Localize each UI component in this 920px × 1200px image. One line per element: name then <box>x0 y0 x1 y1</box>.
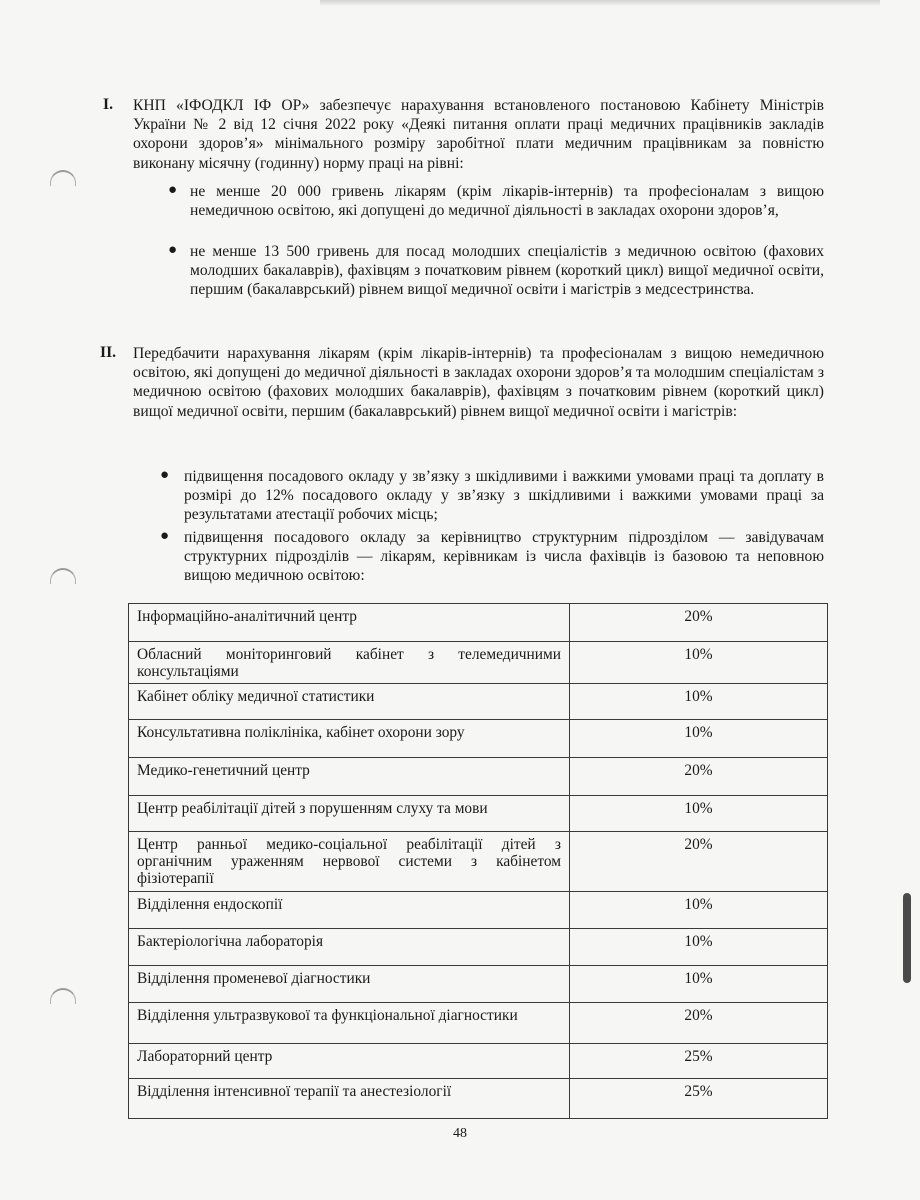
department-percent: 20% <box>570 832 828 892</box>
department-name: Кабінет обліку медичної статистики <box>129 684 570 720</box>
department-percent: 25% <box>570 1079 828 1119</box>
department-name: Обласний моніторинговий кабінет з телемедичними консультаціями <box>129 642 570 684</box>
department-percent: 25% <box>570 1044 828 1079</box>
department-name: Центр ранньої медико-соціальної реабілітації дітей з органічним ураженням нервової системи з кабінетом фізіотерапії <box>129 832 570 892</box>
department-percent: 10% <box>570 720 828 758</box>
table-row <box>129 892 828 929</box>
bullet-icon: ● <box>168 182 178 198</box>
department-name: Відділення інтенсивної терапії та анестезіології <box>129 1079 570 1119</box>
section-1-text: КНП «ІФОДКЛ ІФ ОР» забезпечує нарахування встановленого постановою Кабінету Міністрів України № 2 від 12 січня 2022 року «Деякі питання оплати праці медичних працівників закладів охорони здоров’я» мінімального розміру заробітної плати медичним працівникам за повністю виконану місячну (годинну) норму праці на рівні: <box>133 97 824 172</box>
scrollbar-thumb[interactable] <box>903 893 911 983</box>
department-percent: 20% <box>570 758 828 796</box>
department-name: Консультативна поліклініка, кабінет охорони зору <box>129 720 570 758</box>
bullet-icon: ● <box>160 528 170 544</box>
bullet-icon: ● <box>168 242 178 258</box>
department-percent: 10% <box>570 929 828 966</box>
punch-hole-mark <box>50 988 76 1004</box>
department-percent: 10% <box>570 642 828 684</box>
section-2-bullet: підвищення посадового окладу за керівництво структурним підрозділом — завідувачам структурних підрозділів — лікарям, керівникам із числа фахівців із базовою та неповною вищою медичною освітою: <box>184 529 824 585</box>
table-row <box>129 642 828 684</box>
department-name: Інформаційно-аналітичний центр <box>129 604 570 642</box>
table-row <box>129 758 828 796</box>
section-1-numeral: I. <box>103 96 113 113</box>
section-2-bullet: підвищення посадового окладу у зв’язку з шкідливими і важкими умовами праці та доплату в розмірі до 12% посадового окладу у зв’язку з шкідливими і важкими умовами праці за результатами атестації робочих місць; <box>184 468 824 524</box>
department-percent: 20% <box>570 604 828 642</box>
department-name: Лабораторний центр <box>129 1044 570 1079</box>
table-row <box>129 684 828 720</box>
department-percent: 20% <box>570 1003 828 1044</box>
department-percent: 10% <box>570 684 828 720</box>
table-row <box>129 1079 828 1119</box>
department-name: Центр реабілітації дітей з порушенням слуху та мови <box>129 796 570 832</box>
section-2-numeral: II. <box>100 344 117 361</box>
table-row <box>129 604 828 642</box>
table-row <box>129 796 828 832</box>
punch-hole-mark <box>50 568 76 584</box>
department-name: Медико-генетичний центр <box>129 758 570 796</box>
department-name: Відділення ендоскопії <box>129 892 570 929</box>
section-1-bullet: не менше 13 500 гривень для посад молодших спеціалістів з медичною освітою (фахових молодших бакалаврів), фахівцям з початковим рівнем (короткий цикл) вищої медичної освіти, першим (бакалаврський) рівнем вищої медичної освіти і магістрів з медсестринства. <box>190 243 824 299</box>
table-row <box>129 1003 828 1044</box>
department-name: Відділення ультразвукової та функціональної діагностики <box>129 1003 570 1044</box>
department-percent: 10% <box>570 892 828 929</box>
scan-edge <box>320 0 880 6</box>
table-row <box>129 966 828 1003</box>
table-row <box>129 720 828 758</box>
table-row <box>129 1044 828 1079</box>
punch-hole-mark <box>50 170 76 186</box>
department-percent: 10% <box>570 966 828 1003</box>
department-name: Бактеріологічна лабораторія <box>129 929 570 966</box>
section-1-bullet: не менше 20 000 гривень лікарям (крім лікарів-інтернів) та професіоналам з вищою немедичною освітою, які допущені до медичної діяльності в закладах охорони здоров’я, <box>190 183 824 220</box>
bullet-icon: ● <box>160 467 170 483</box>
table-row <box>129 929 828 966</box>
department-name: Відділення променевої діагностики <box>129 966 570 1003</box>
department-percent: 10% <box>570 796 828 832</box>
table-row <box>129 832 828 892</box>
departments-table <box>128 603 828 1119</box>
section-2-text: Передбачити нарахування лікарям (крім лікарів-інтернів) та професіоналам з вищою немедичною освітою, які допущені до медичної діяльності в закладах охорони здоров’я та молодшим спеціалістам з медичною освітою (фахових молодших бакалаврів), фахівцям з початковим рівнем (короткий цикл) вищої медичної освіти, першим (бакалаврський) рівнем вищої медичної освіти і магістрів: <box>133 345 824 420</box>
page-number: 48 <box>453 1126 467 1141</box>
